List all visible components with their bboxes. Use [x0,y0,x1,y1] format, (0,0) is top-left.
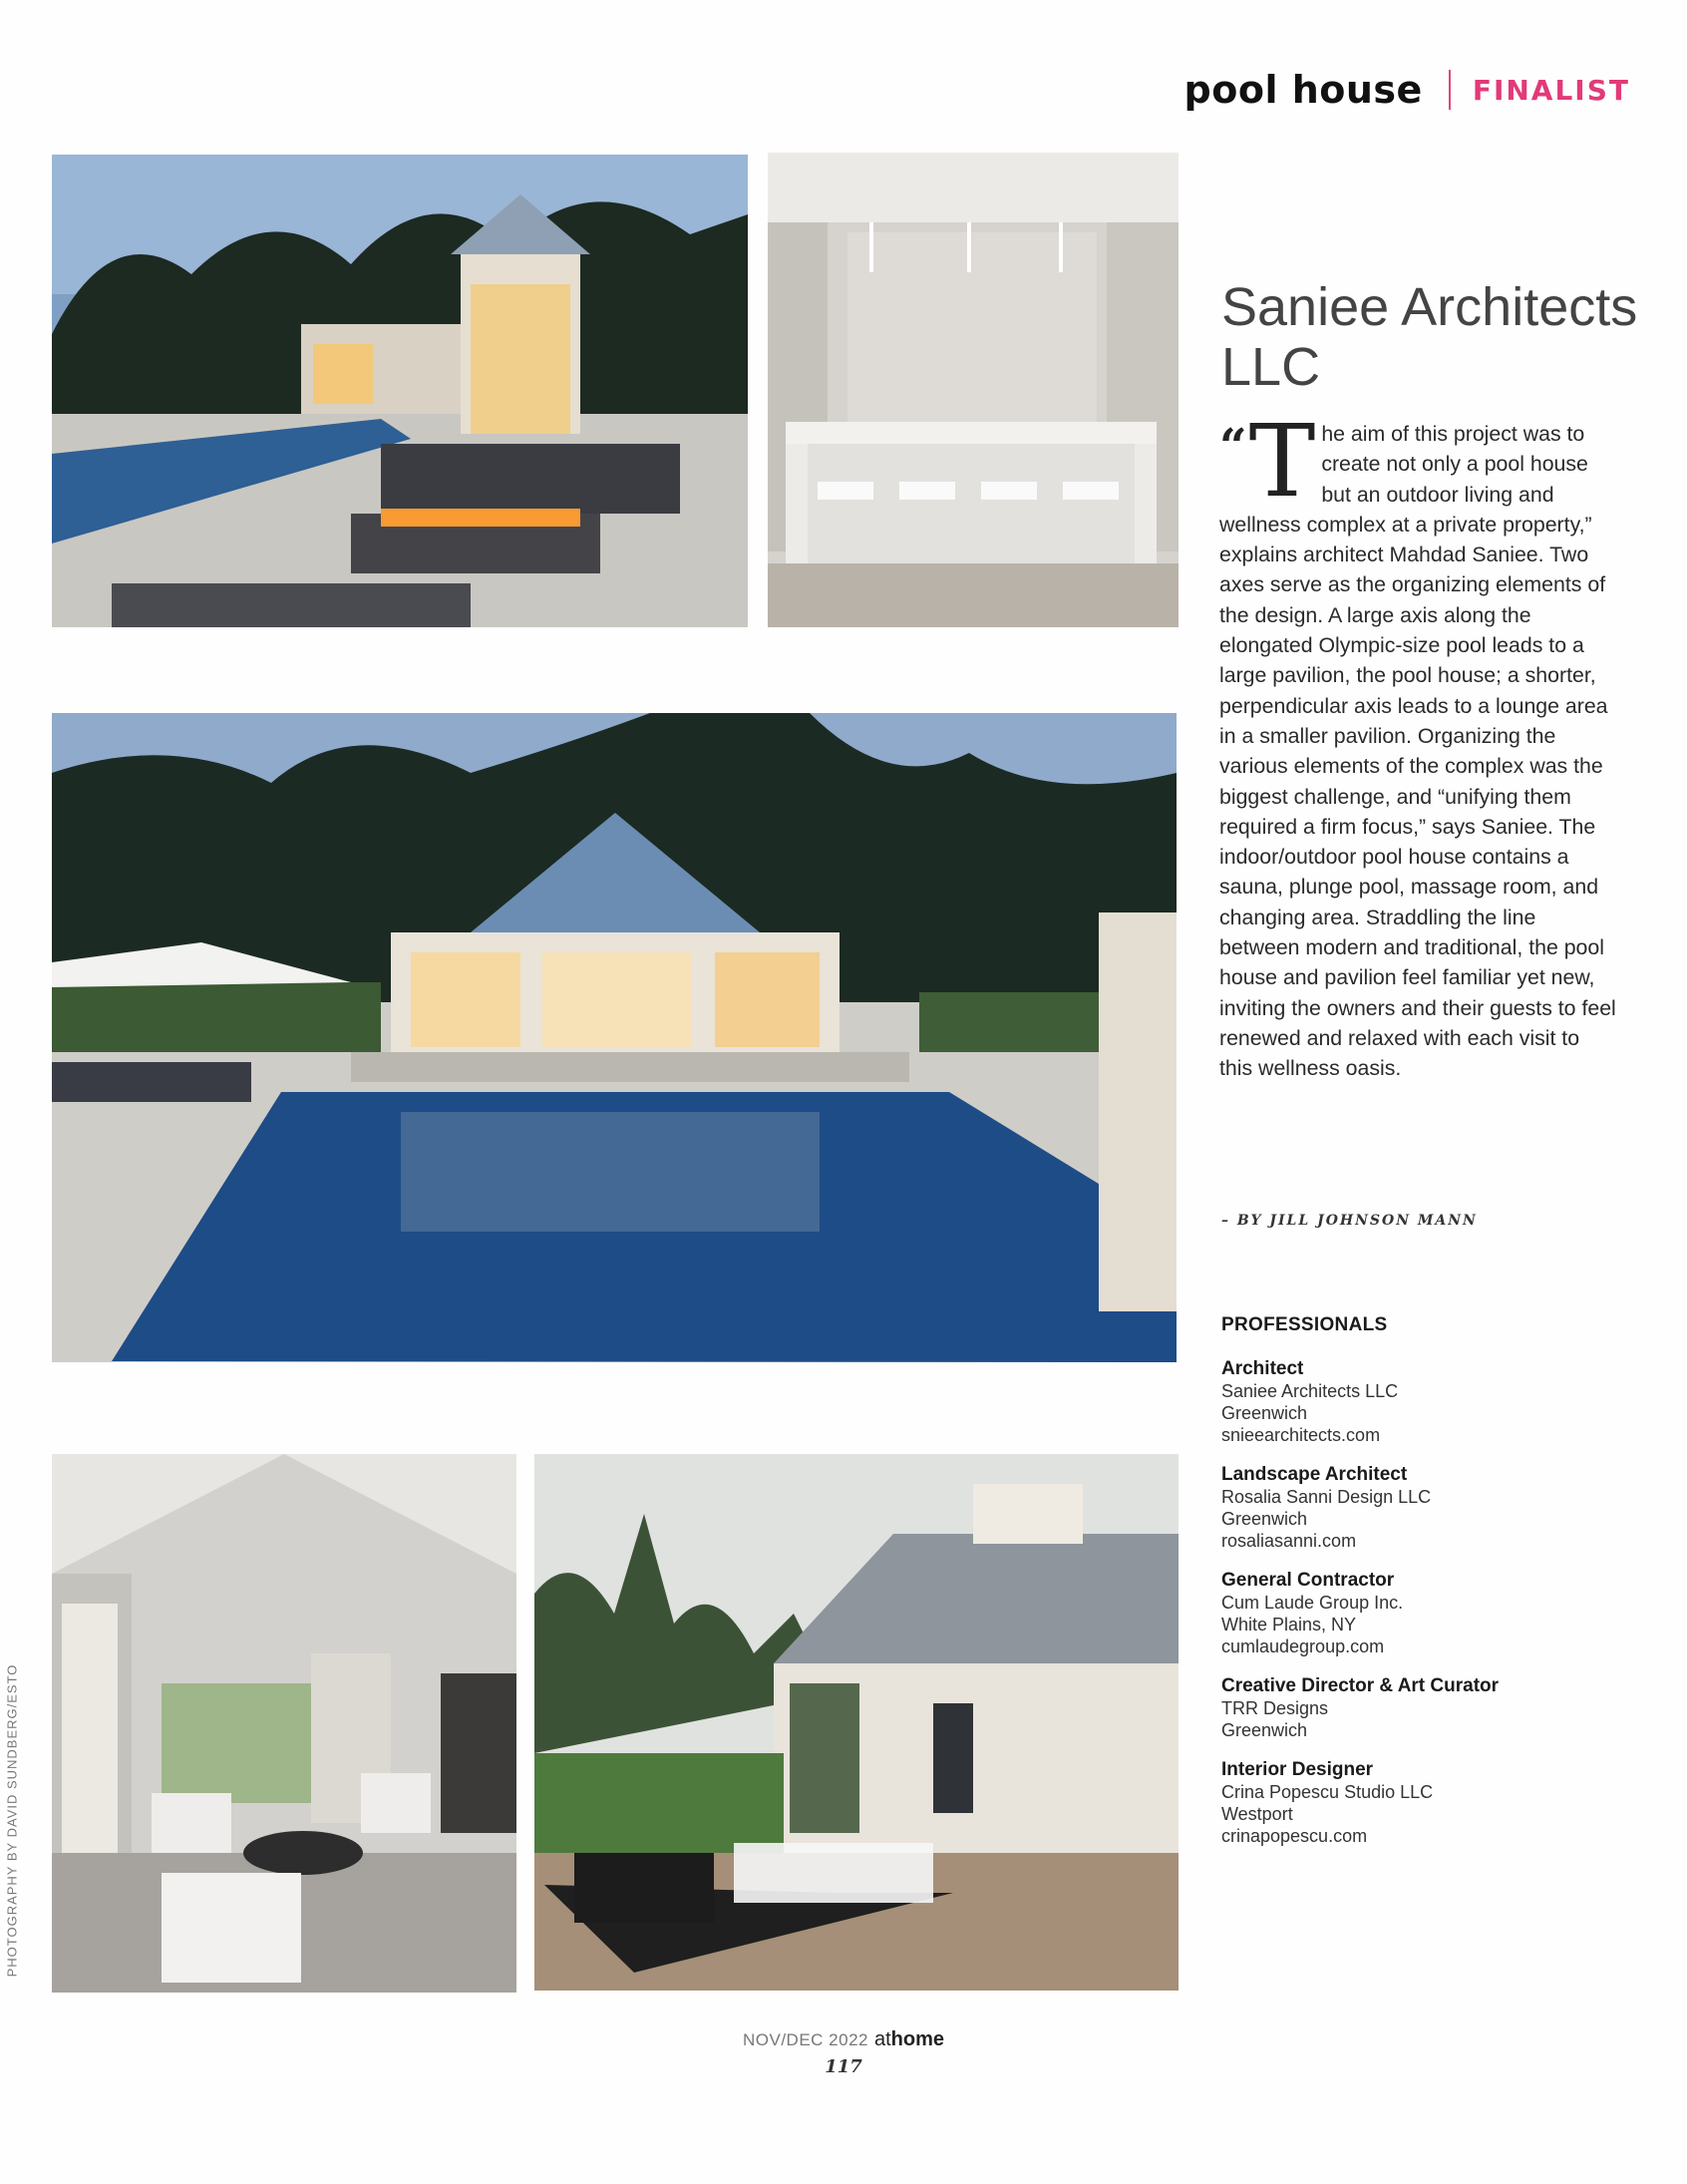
professional-location: Greenwich [1221,1720,1308,1740]
professional-entry-landscape-architect [1221,1464,1640,1552]
photo-pool-house-bar [768,153,1179,627]
photo-pool-house-chess [534,1454,1179,1991]
professional-entry-creative-director [1221,1675,1640,1741]
article-body-text: he aim of this project was to create not only a pool house but an outdoor living and wellness complex at a private property,” explains architect Mahdad Saniee. Two axes serve as the organizing elements of the design. A large axis along the elongated Olympic-size pool leads to a large pavilion, the pool house; a shorter, perpendicular axis leads to a lounge area in a smaller pavilion. Organizing the various elements of the complex was the biggest challenge, and “unifying them required a firm focus,” says Saniee. The indoor/outdoor pool house contains a sauna, plunge pool, massage room, and changing area. Straddling the line between modern and traditional, the pool house and pavilion feel familiar yet new, inviting the owners and their guests to feel renewed and relaxed with each visit to this wellness oasis. [1219,422,1616,1081]
photo-pool-house-main [52,713,1177,1362]
professional-location: Westport [1221,1804,1293,1824]
photo-credit: PHOTOGRAPHY BY DAVID SUNDBERG/ESTO [4,1663,20,1978]
dropcap-group [1219,403,1316,520]
professionals-list [1221,1358,1640,1865]
professionals-heading: PROFESSIONALS [1221,1314,1388,1335]
professional-website[interactable]: cumlaudegroup.com [1221,1637,1385,1656]
professional-location: Greenwich [1221,1403,1308,1423]
byline: – BY JILL JOHNSON MANN [1221,1213,1478,1229]
professional-role: General Contractor [1221,1570,1395,1591]
professional-website[interactable]: snieearchitects.com [1221,1425,1381,1445]
professional-role: Architect [1221,1358,1304,1379]
professional-firm: Rosalia Sanni Design LLC [1221,1487,1432,1507]
article-title: Saniee Architects LLC [1221,277,1638,397]
section-label: pool house [1183,68,1423,112]
folio [0,2028,1687,2051]
article-body [1219,403,1618,1084]
professional-role: Interior Designer [1221,1759,1374,1780]
professional-role: Landscape Architect [1221,1464,1408,1485]
professional-firm: Saniee Architects LLC [1221,1381,1399,1401]
photo-living-room [52,1454,516,1993]
page-number: 117 [825,2056,862,2077]
brand-home: home [890,2028,945,2050]
header-divider [1449,70,1451,110]
professional-entry-general-contractor [1221,1570,1640,1657]
professional-firm: TRR Designs [1221,1698,1329,1718]
professional-website[interactable]: rosaliasanni.com [1221,1531,1357,1551]
brand-at: at [873,2028,891,2050]
professional-website[interactable]: crinapopescu.com [1221,1826,1368,1846]
quote-mark: “ [1219,419,1247,475]
photo-pool-pavilion-dusk [52,155,748,627]
drop-cap: T [1248,403,1316,520]
professional-firm: Crina Popescu Studio LLC [1221,1782,1434,1802]
professional-entry-architect [1221,1358,1640,1446]
section-header [1184,62,1630,118]
professional-location: Greenwich [1221,1509,1308,1529]
finalist-badge: FINALIST [1472,73,1630,107]
professional-entry-interior-designer [1221,1759,1640,1847]
professional-location: White Plains, NY [1221,1615,1357,1635]
issue-date: NOV/DEC 2022 [742,2030,868,2049]
professional-role: Creative Director & Art Curator [1221,1675,1500,1696]
professional-firm: Cum Laude Group Inc. [1221,1593,1404,1613]
